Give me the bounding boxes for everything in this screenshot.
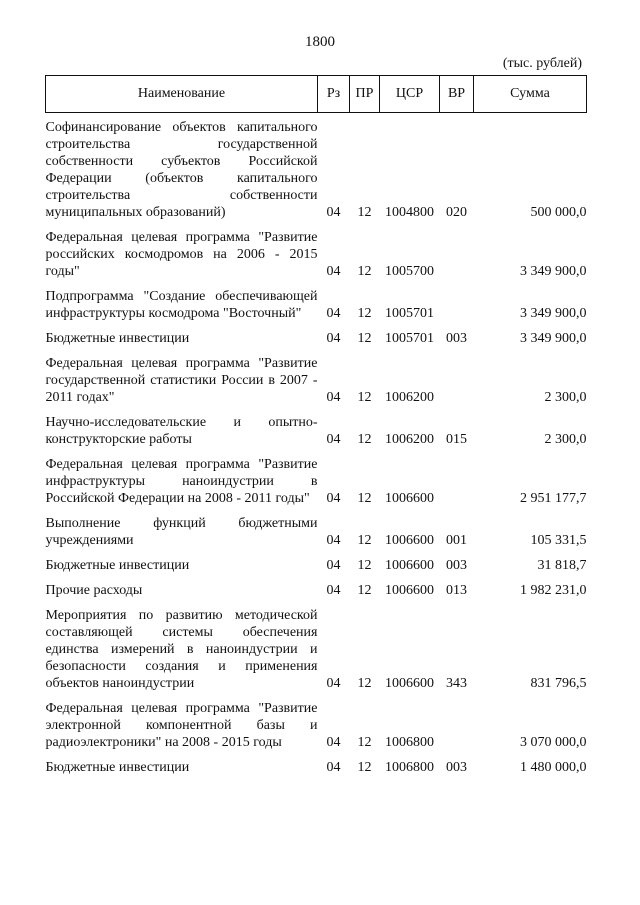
row-spacer (46, 574, 587, 582)
cell-rz: 04 (326, 676, 341, 691)
header-sum: Сумма (474, 76, 587, 113)
table-row (46, 759, 587, 776)
row-spacer (46, 507, 587, 515)
cell-rz: 04 (326, 735, 341, 750)
cell-vr: 003 (446, 558, 467, 573)
cell-name: Прочие расходы (45, 583, 143, 598)
cell-csr: 1004800 (385, 205, 434, 220)
cell-sum: 2 300,0 (544, 390, 587, 405)
table-row (46, 700, 587, 751)
page-number: 1800 (305, 34, 335, 50)
cell-vr (440, 456, 474, 507)
row-spacer-cell (46, 692, 587, 700)
cell-rz: 04 (326, 306, 341, 321)
cell-csr: 1006800 (385, 735, 434, 750)
cell-csr: 1006200 (385, 432, 434, 447)
table-row (46, 229, 587, 280)
row-spacer-cell (46, 448, 587, 456)
cell-vr: 020 (446, 205, 467, 220)
row-spacer-cell (46, 322, 587, 330)
row-spacer-cell (46, 507, 587, 515)
cell-pr: 12 (357, 306, 372, 321)
cell-sum: 1 982 231,0 (520, 583, 587, 598)
cell-csr: 1006600 (385, 533, 434, 548)
cell-sum: 1 480 000,0 (520, 760, 587, 775)
row-spacer (46, 692, 587, 700)
table-row (46, 355, 587, 406)
header-row (46, 76, 587, 113)
cell-vr: 003 (446, 760, 467, 775)
row-spacer (46, 322, 587, 330)
cell-pr: 12 (357, 583, 372, 598)
row-spacer-cell (46, 347, 587, 355)
row-spacer (46, 406, 587, 414)
cell-vr: 013 (446, 583, 467, 598)
row-spacer (46, 599, 587, 607)
cell-vr (440, 288, 474, 322)
row-spacer-cell (46, 574, 587, 582)
cell-sum: 2 300,0 (544, 432, 587, 447)
cell-name: Мероприятия по развитию методической составляющей системы обеспечения единства измерений в наноиндустрии и безопасности создания и применения объектов наноиндустрии (45, 608, 318, 691)
header-rz: Рз (318, 76, 350, 113)
row-spacer-cell (46, 221, 587, 229)
table-row (46, 456, 587, 507)
cell-pr: 12 (357, 676, 372, 691)
header-name: Наименование (46, 76, 318, 113)
cell-pr: 12 (357, 264, 372, 279)
cell-vr: 015 (446, 432, 467, 447)
cell-sum: 831 796,5 (530, 676, 587, 691)
table-row (46, 582, 587, 599)
cell-name: Федеральная целевая программа "Развитие российских космодромов на 2006 - 2015 годы" (45, 230, 318, 279)
row-spacer (46, 347, 587, 355)
cell-name: Подпрограмма "Создание обеспечивающей инфраструктуры космодрома "Восточный" (45, 289, 318, 321)
cell-pr: 12 (357, 491, 372, 506)
cell-rz: 04 (326, 533, 341, 548)
header-csr: ЦСР (380, 76, 440, 113)
cell-csr: 1005701 (385, 306, 434, 321)
cell-csr: 1006600 (385, 583, 434, 598)
header-vr: ВР (440, 76, 474, 113)
cell-name: Бюджетные инвестиции (45, 331, 190, 346)
cell-csr: 1005701 (385, 331, 434, 346)
cell-name: Научно-исследовательские и опытно-конструкторские работы (45, 415, 318, 447)
table-row (46, 607, 587, 692)
cell-sum: 3 349 900,0 (520, 331, 587, 346)
cell-name: Бюджетные инвестиции (45, 760, 190, 775)
cell-pr: 12 (357, 760, 372, 775)
row-spacer-cell (46, 599, 587, 607)
table-row (46, 557, 587, 574)
cell-name: Выполнение функций бюджетными учреждениями (45, 516, 318, 548)
cell-vr (440, 700, 474, 751)
cell-pr: 12 (357, 533, 372, 548)
cell-name: Софинансирование объектов капитального строительства государственной собственности субъектов Российской Федерации (объектов капитального строительства собственности муниципальных образований) (45, 120, 318, 220)
cell-rz: 04 (326, 760, 341, 775)
row-spacer (46, 280, 587, 288)
cell-vr: 343 (446, 676, 467, 691)
cell-vr (440, 229, 474, 280)
cell-pr: 12 (357, 205, 372, 220)
units-label: (тыс. рублей) (502, 56, 582, 71)
cell-rz: 04 (326, 432, 341, 447)
cell-rz: 04 (326, 558, 341, 573)
table-header (46, 76, 587, 113)
cell-vr: 001 (446, 533, 467, 548)
cell-csr: 1006600 (385, 676, 434, 691)
cell-rz: 04 (326, 491, 341, 506)
cell-pr: 12 (357, 432, 372, 447)
cell-sum: 105 331,5 (530, 533, 587, 548)
cell-sum: 31 818,7 (537, 558, 587, 573)
cell-sum: 3 349 900,0 (520, 264, 587, 279)
cell-pr: 12 (357, 558, 372, 573)
cell-rz: 04 (326, 583, 341, 598)
row-spacer-cell (46, 280, 587, 288)
row-spacer-cell (46, 751, 587, 759)
table-row (46, 414, 587, 448)
cell-vr (440, 355, 474, 406)
row-spacer-cell (46, 549, 587, 557)
cell-rz: 04 (326, 205, 341, 220)
cell-name: Федеральная целевая программа "Развитие инфраструктуры наноиндустрии в Российской Федерации на 2008 - 2011 годы" (45, 457, 318, 506)
cell-csr: 1005700 (385, 264, 434, 279)
cell-name: Бюджетные инвестиции (45, 558, 190, 573)
cell-sum: 3 070 000,0 (520, 735, 587, 750)
budget-table (45, 75, 587, 776)
table-row (46, 515, 587, 549)
cell-vr: 003 (446, 331, 467, 346)
cell-rz: 04 (326, 331, 341, 346)
cell-name: Федеральная целевая программа "Развитие государственной статистики России в 2007 - 2011 годах" (45, 356, 318, 405)
cell-rz: 04 (326, 390, 341, 405)
row-spacer (46, 448, 587, 456)
table-row (46, 288, 587, 322)
cell-csr: 1006600 (385, 558, 434, 573)
cell-pr: 12 (357, 735, 372, 750)
cell-csr: 1006800 (385, 760, 434, 775)
table-row (46, 119, 587, 221)
header-pr: ПР (350, 76, 380, 113)
cell-name: Федеральная целевая программа "Развитие электронной компонентной базы и радиоэлектроники" на 2008 - 2015 годы (45, 701, 318, 750)
cell-csr: 1006200 (385, 390, 434, 405)
cell-pr: 12 (357, 331, 372, 346)
table-body (46, 113, 587, 777)
row-spacer (46, 549, 587, 557)
cell-csr: 1006600 (385, 491, 434, 506)
row-spacer-cell (46, 406, 587, 414)
cell-rz: 04 (326, 264, 341, 279)
cell-sum: 3 349 900,0 (520, 306, 587, 321)
cell-sum: 500 000,0 (530, 205, 587, 220)
table-row (46, 330, 587, 347)
row-spacer (46, 751, 587, 759)
cell-pr: 12 (357, 390, 372, 405)
row-spacer (46, 221, 587, 229)
cell-sum: 2 951 177,7 (520, 491, 587, 506)
